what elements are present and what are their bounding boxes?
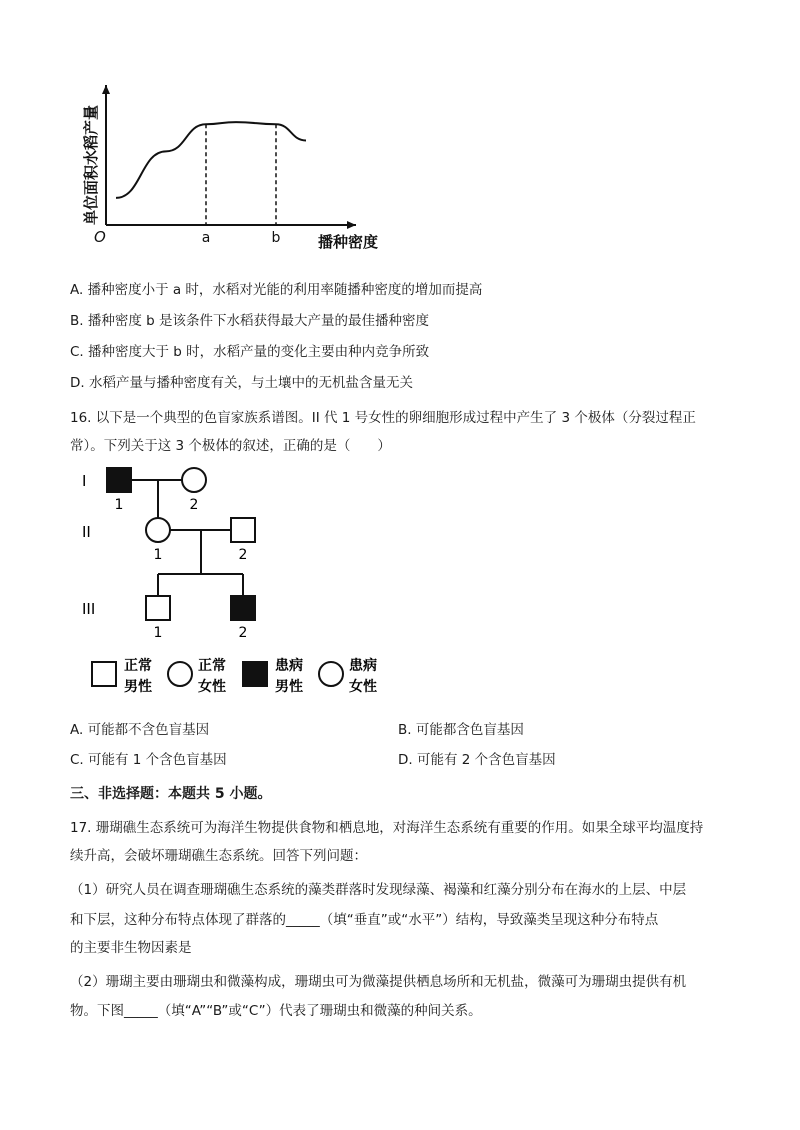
origin-label: O bbox=[94, 228, 106, 246]
q17-part1-line2: 和下层，这种分布特点体现了群落的_____（填“垂直”或“水平”）结构，导致藻类呈现这种分布特点 bbox=[70, 912, 659, 928]
pedigree-iii2-affected-male bbox=[231, 596, 255, 620]
generation-label-ii: II bbox=[82, 523, 91, 541]
q15-option-d: D. 水稻产量与播种密度有关，与土壤中的无机盐含量无关 bbox=[70, 375, 413, 391]
legend-normal-female-symbol bbox=[168, 662, 192, 686]
pedigree-i1-affected-male bbox=[107, 468, 131, 492]
q15-option-a: A. 播种密度小于 a 时，水稻对光能的利用率随播种密度的增加而提高 bbox=[70, 282, 483, 298]
q15-option-b: B. 播种密度 b 是该条件下水稻获得最大产量的最佳播种密度 bbox=[70, 313, 429, 329]
legend-normal-female-line1: 正常 bbox=[198, 658, 226, 674]
q16-option-a: A. 可能都不含色盲基因 bbox=[70, 722, 210, 738]
x-tick-b: b bbox=[271, 230, 281, 246]
q15-option-c: C. 播种密度大于 b 时，水稻产量的变化主要由种内竞争所致 bbox=[70, 344, 430, 360]
legend-affected-male-line2: 男性 bbox=[275, 679, 303, 695]
legend-normal-female-line2: 女性 bbox=[198, 679, 226, 695]
q17-part2-line1: （2）珊瑚主要由珊瑚虫和微藻构成，珊瑚虫可为微藻提供栖息场所和无机盐，微藻可为珊瑚虫提供有机 bbox=[70, 974, 687, 990]
pedigree-iii1-normal-male bbox=[146, 596, 170, 620]
pedigree-number-ii1: 1 bbox=[153, 547, 163, 563]
q16-stem-line2: 常）。下列关于这 3 个极体的叙述，正确的是（ ） bbox=[70, 438, 391, 454]
legend-normal-male-line2: 男性 bbox=[124, 679, 152, 695]
generation-label-i: I bbox=[82, 472, 87, 490]
q17-part2-line2: 物。下图_____（填“A”“B”或“C”）代表了珊瑚虫和微藻的种间关系。 bbox=[70, 1003, 482, 1019]
legend-affected-female-symbol bbox=[319, 662, 343, 686]
q17-part1-line3: 的主要非生物因素是 bbox=[70, 940, 192, 956]
pedigree-chart bbox=[70, 462, 410, 702]
pedigree-ii2-normal-male bbox=[231, 518, 255, 542]
legend-affected-female-line1: 患病 bbox=[349, 658, 377, 674]
legend-affected-male-symbol bbox=[243, 662, 267, 686]
pedigree-number-i2: 2 bbox=[189, 497, 199, 513]
legend-affected-female-line2: 女性 bbox=[349, 679, 377, 695]
legend-normal-male-symbol bbox=[92, 662, 116, 686]
q16-stem-line1: 16. 以下是一个典型的色盲家族系谱图。II 代 1 号女性的卵细胞形成过程中产生了 3 个极体（分裂过程正 bbox=[70, 410, 696, 426]
q16-option-c: C. 可能有 1 个含色盲基因 bbox=[70, 752, 227, 768]
pedigree-i2-normal-female bbox=[182, 468, 206, 492]
legend-affected-male-line1: 患病 bbox=[275, 658, 303, 674]
y-axis-arrow bbox=[102, 85, 110, 94]
q16-option-b: B. 可能都含色盲基因 bbox=[398, 722, 524, 738]
x-tick-a: a bbox=[201, 230, 211, 246]
x-axis-label: 播种密度 bbox=[317, 233, 379, 251]
section-title: 三、非选择题：本题共 5 小题。 bbox=[70, 786, 272, 802]
yield-density-chart bbox=[70, 75, 390, 265]
yield-curve bbox=[116, 122, 306, 198]
pedigree-number-iii1: 1 bbox=[153, 625, 163, 641]
q17-stem-line1: 17. 珊瑚礁生态系统可为海洋生物提供食物和栖息地，对海洋生态系统有重要的作用。如果全球平均温度持 bbox=[70, 820, 704, 836]
pedigree-number-iii2: 2 bbox=[238, 625, 248, 641]
q17-part1-line1: （1）研究人员在调查珊瑚礁生态系统的藻类群落时发现绿藻、褐藻和红藻分别分布在海水的上层、中层 bbox=[70, 882, 687, 898]
q16-option-d: D. 可能有 2 个含色盲基因 bbox=[398, 752, 556, 768]
pedigree-number-i1: 1 bbox=[114, 497, 124, 513]
pedigree-number-ii2: 2 bbox=[238, 547, 248, 563]
pedigree-ii1-normal-female bbox=[146, 518, 170, 542]
q17-stem-line2: 续升高，会破坏珊瑚礁生态系统。回答下列问题： bbox=[70, 848, 367, 864]
x-axis-arrow bbox=[347, 221, 356, 229]
y-axis-label: 单位面积水稻产量 bbox=[82, 104, 100, 225]
generation-label-iii: III bbox=[82, 600, 96, 618]
legend-normal-male-line1: 正常 bbox=[124, 658, 152, 674]
